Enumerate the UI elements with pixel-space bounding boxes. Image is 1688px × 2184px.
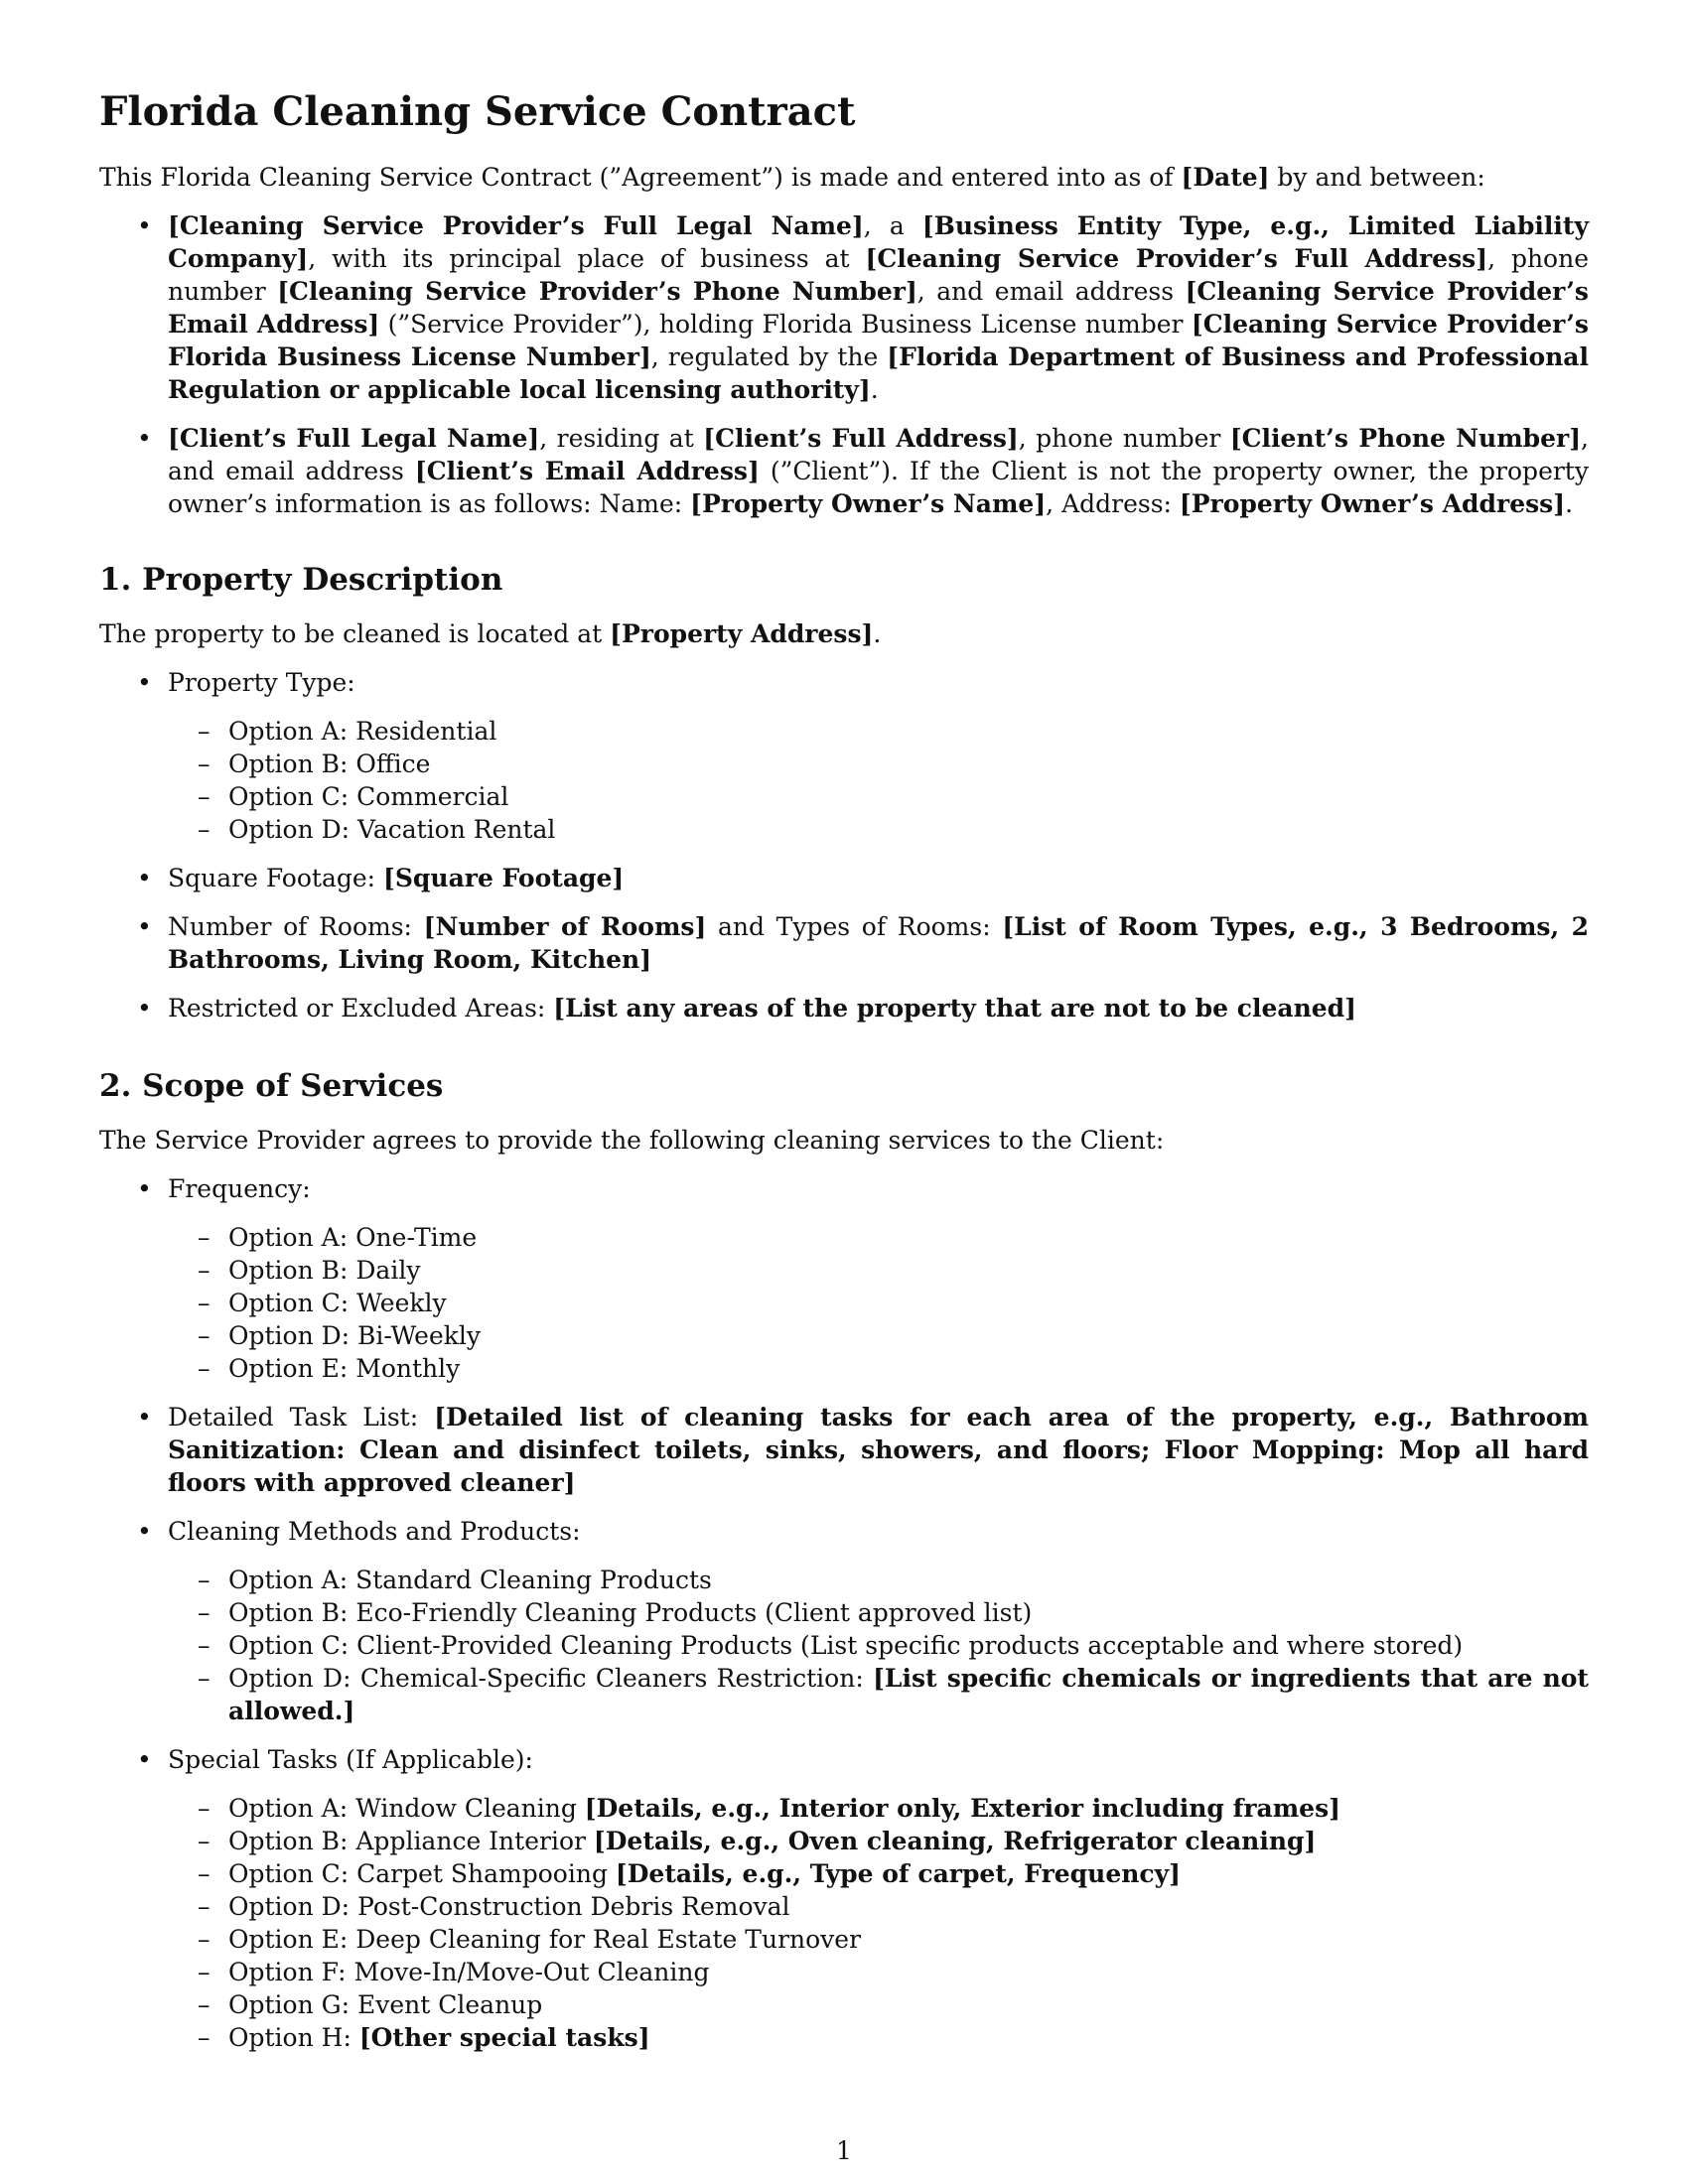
- task-list-item: • Detailed Task List: [Detailed list of cleaning tasks for each area of the property, e.g., Bathroom Sanitization: Clean and disinfect toilets, sinks, showers, and floors; Floor Mopping: Mop all hard floors with approved cleaner]: [99, 1401, 1589, 1499]
- option-item: – Option B: Appliance Interior [Details, e.g., Oven cleaning, Refrigerator cleaning]: [168, 1825, 1589, 1857]
- rooms-item: • Number of Rooms: [Number of Rooms] and Types of Rooms: [List of Room Types, e.g., 3 Bedrooms, 2 Bathrooms, Living Room, Kitchen]: [99, 910, 1589, 976]
- section-heading-scope: 2. Scope of Services: [99, 1068, 444, 1104]
- option-item: – Option D: Bi-Weekly: [168, 1319, 1589, 1352]
- property-intro: The property to be cleaned is located at [Property Address].: [99, 619, 882, 648]
- property-address-placeholder: [Property Address]: [610, 619, 874, 648]
- option-item: – Option H: [Other special tasks]: [168, 2021, 1589, 2054]
- restricted-areas-item: • Restricted or Excluded Areas: [List any areas of the property that are not to be cleaned]: [99, 992, 1589, 1024]
- parties-list: [99, 209, 1589, 536]
- property-type-options: [168, 715, 1589, 846]
- scope-list: [99, 1172, 1589, 2070]
- date-placeholder: [Date]: [1181, 163, 1270, 192]
- option-item: – Option C: Weekly: [168, 1287, 1589, 1319]
- frequency-item: • Frequency: – Option A: One-Time – Option B: Daily – Option C: Weekly – Option D: Bi-Weekly – Option E: Monthly: [99, 1172, 1589, 1385]
- square-footage-item: • Square Footage: [Square Footage]: [99, 862, 1589, 894]
- frequency-options: [168, 1221, 1589, 1385]
- option-item: – Option C: Carpet Shampooing [Details, e.g., Type of carpet, Frequency]: [168, 1857, 1589, 1890]
- option-item: – Option E: Monthly: [168, 1352, 1589, 1385]
- option-item: – Option D: Chemical-Specific Cleaners Restriction: [List specific chemicals or ingredients that are not allowed.]: [168, 1662, 1589, 1727]
- option-item: – Option D: Post-Construction Debris Removal: [168, 1890, 1589, 1923]
- option-item: – Option D: Vacation Rental: [168, 813, 1589, 846]
- special-tasks-item: • Special Tasks (If Applicable): – Option A: Window Cleaning [Details, e.g., Interior only, Exterior including frames] – Option B: Appliance Interior [Details, e.g., Oven cleaning, Refrigerator cleaning] – Option C: Carpet Shampooing [Details, e.g., Type of carpet, Frequency] – Option D: Post-Construction Debris Removal – Option E: Deep Cleaning for Real Estate Turnover – Option F: Move-In/Move-Out Cleaning – Option G: Event Cleanup – Option H: [Other special tasks]: [99, 1743, 1589, 2054]
- methods-options: [168, 1564, 1589, 1727]
- document-page: [99, 0, 1589, 2184]
- option-item: – Option B: Office: [168, 748, 1589, 780]
- methods-item: • Cleaning Methods and Products: – Option A: Standard Cleaning Products – Option B: Eco-Friendly Cleaning Products (Client approved list) – Option C: Client-Provided Cleaning Products (List specific products acceptable and where stored) – Option D: Chemical-Specific Cleaners Restriction: [List specific chemicals or ingredients that are not allowed.]: [99, 1515, 1589, 1727]
- option-item: – Option B: Daily: [168, 1254, 1589, 1287]
- option-item: – Option G: Event Cleanup: [168, 1988, 1589, 2021]
- intro-paragraph: This Florida Cleaning Service Contract (”Agreement”) is made and entered into as of [Date] by and between:: [99, 163, 1485, 192]
- option-item: – Option E: Deep Cleaning for Real Estate Turnover: [168, 1923, 1589, 1956]
- option-item: – Option F: Move-In/Move-Out Cleaning: [168, 1956, 1589, 1988]
- party-client: • [Client’s Full Legal Name], residing at [Client’s Full Address], phone number [Client’s Phone Number], and email address [Client’s Email Address] (”Client”). If the Client is not the property owner, the property owner’s information is as follows: Name: [Property Owner’s Name], Address: [Property Owner’s Address].: [99, 422, 1589, 520]
- page-number: 1: [836, 2136, 852, 2165]
- option-item: – Option B: Eco-Friendly Cleaning Products (Client approved list): [168, 1596, 1589, 1629]
- option-item: – Option A: Standard Cleaning Products: [168, 1564, 1589, 1596]
- property-type-item: • Property Type: – Option A: Residential – Option B: Office – Option C: Commercial – Option D: Vacation Rental: [99, 666, 1589, 846]
- option-item: – Option C: Client-Provided Cleaning Products (List specific products acceptable and where stored): [168, 1629, 1589, 1662]
- section-heading-property: 1. Property Description: [99, 562, 503, 598]
- option-item: – Option A: Residential: [168, 715, 1589, 748]
- special-tasks-options: [168, 1792, 1589, 2054]
- option-item: – Option A: One-Time: [168, 1221, 1589, 1254]
- party-provider: • [Cleaning Service Provider’s Full Legal Name], a [Business Entity Type, e.g., Limited Liability Company], with its principal place of business at [Cleaning Service Provider’s Full Address], phone number [Cleaning Service Provider’s Phone Number], and email address [Cleaning Service Provider’s Email Address] (”Service Provider”), holding Florida Business License number [Cleaning Service Provider’s Florida Business License Number], regulated by the [Florida Department of Business and Professional Regulation or applicable local licensing authority].: [99, 209, 1589, 406]
- document-title: Florida Cleaning Service Contract: [99, 88, 856, 135]
- scope-intro: The Service Provider agrees to provide the following cleaning services to the Client:: [99, 1126, 1165, 1155]
- option-item: – Option C: Commercial: [168, 780, 1589, 813]
- option-item: – Option A: Window Cleaning [Details, e.g., Interior only, Exterior including frames]: [168, 1792, 1589, 1825]
- property-list: [99, 666, 1589, 1040]
